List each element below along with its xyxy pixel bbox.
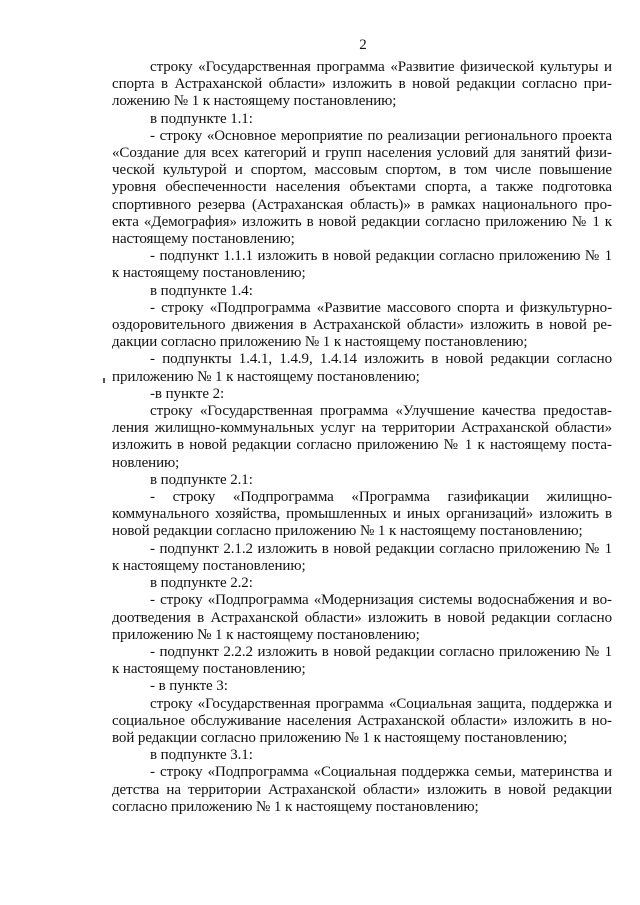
paragraph: - строку «Основное мероприятие по реализации регионального проекта «Создание для всех категорий и групп населения условий для занятий физической культурой и спортом, массовым спортом, в том числе повышение уровня обеспеченности населения объектами спорта, а также подготовка спортивного резерва (Астраханская область)» в рамках национального проекта «Демография» изложить в новой редакции согласно приложению № 1 к настоящему постановлению; — [112, 127, 612, 248]
paragraph: - подпункт 2.1.2 изложить в новой редакции согласно приложению № 1 к настоящему постановлению; — [112, 540, 612, 574]
document-body — [112, 59, 612, 816]
paragraph: - строку «Подпрограмма «Социальная поддержка семьи, материнства и детства на территории Астраханской области» изложить в новой редакции согласно приложению № 1 к настоящему постановлению; — [112, 764, 612, 815]
paragraph: - строку «Подпрограмма «Развитие массового спорта и физкультурно-оздоровительного движения в Астраханской области» изложить в новой редакции согласно приложению № 1 к настоящему постановлению; — [112, 299, 612, 351]
paragraph: - подпункт 2.2.2 изложить в новой редакции согласно приложению № 1 к настоящему постановлению; — [112, 643, 612, 678]
paragraph: в подпункте 1.4: — [150, 282, 253, 299]
paragraph: в подпункте 1.1: — [150, 110, 253, 127]
paragraph: в подпункте 2.1: — [150, 471, 253, 488]
paragraph: - строку «Подпрограмма «Программа газификации жилищно-коммунального хозяйства, промышленных и иных организаций» изложить в новой редакции согласно приложению № 1 к настоящему постановлению; — [112, 489, 612, 540]
paragraph: строку «Государственная программа «Улучшение качества предоставления жилищно-коммунальных услуг на территории Астраханской области» изложить в новой редакции согласно приложению № 1 к настоящему постановлению; — [112, 403, 612, 471]
page-number: 2 — [359, 37, 367, 53]
paragraph: строку «Государственная программа «Развитие физической культуры и спорта в Астраханской области» изложить в новой редакции согласно приложению № 1 к настоящему постановлению; — [112, 59, 612, 110]
paragraph: в подпункте 2.2: — [150, 575, 253, 592]
paragraph: строку «Государственная программа «Социальная защита, поддержка и социальное обслуживание населения Астраханской области» изложить в новой редакции согласно приложению № 1 к настоящему постановлению; — [112, 695, 612, 746]
paragraph: - в пункте 3: — [150, 678, 228, 695]
paragraph: -в пункте 2: — [150, 385, 225, 402]
paragraph: - подпункты 1.4.1, 1.4.9, 1.4.14 изложить в новой редакции согласно приложению № 1 к настоящему постановлению; — [112, 351, 612, 385]
paragraph: - подпункт 1.1.1 изложить в новой редакции согласно приложению № 1 к настоящему постановлению; — [112, 248, 612, 282]
paragraph: в подпункте 3.1: — [150, 747, 253, 764]
margin-mark — [103, 378, 105, 383]
paragraph: - строку «Подпрограмма «Модернизация системы водоснабжения и водоотведения в Астраханской области» изложить в новой редакции согласно приложению № 1 к настоящему постановлению; — [112, 592, 612, 643]
